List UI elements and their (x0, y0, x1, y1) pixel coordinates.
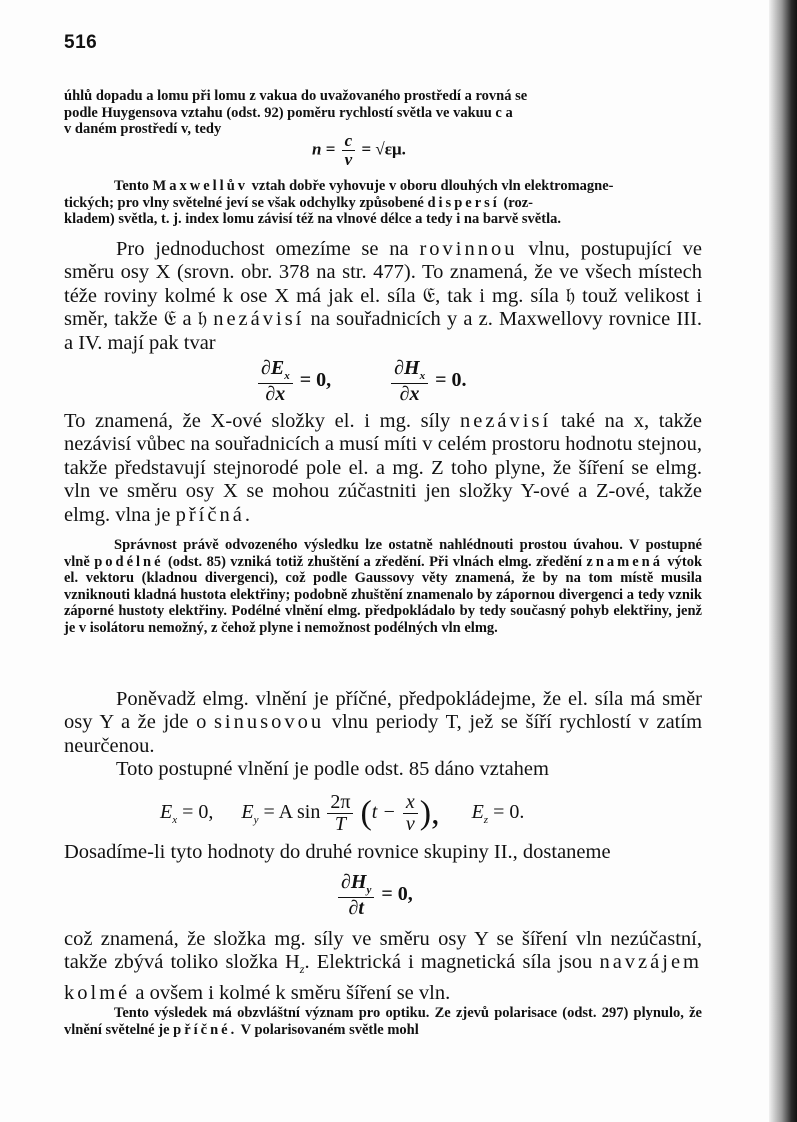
text-span: na souřadnicích y a z. Maxwellovy rovnice III. a IV. mají pak tvar (64, 308, 703, 354)
eq-symbol: = 0. (435, 368, 467, 391)
text-span: (odst. 85) vzniká totiž zhuštění a zředění. Při vlnách elmg. zředění (167, 553, 582, 570)
text-paragraph: Dosadíme-li tyto hodnoty do druhé rovnice skupiny II., dostaneme (64, 841, 611, 863)
text-span-spaced: nezávisí (213, 308, 305, 331)
text-paragraph (64, 537, 702, 636)
fraction-numerator (258, 358, 293, 384)
paragraph-sinusoidal-wave (64, 688, 702, 758)
eq-symbol: ∂E (261, 357, 285, 379)
text-line: kladem) světla, t. j. index lomu závisí též na vlnové délce a tedy i na barvě světla. (64, 211, 561, 227)
text-span: vlnu, postupující ve směru osy X (srovn. obr. 378 na str. 477). To znamená, že ve všech místech téže roviny kolmé k ose X má jak el. síla 𝔈, tak i mg. síla 𝔥 touž velikost i směr, takže 𝔈 a 𝔥 (64, 238, 703, 331)
fraction (327, 792, 353, 835)
fraction (338, 872, 374, 919)
fraction-numerator: x (403, 792, 418, 814)
text-line (64, 195, 702, 212)
eq-symbol: n (312, 139, 322, 159)
eq-subscript: y (253, 814, 259, 827)
eq-symbol: E (471, 801, 484, 824)
fraction-numerator: 2π (327, 792, 353, 814)
text-paragraph (64, 928, 702, 1005)
fraction-numerator (391, 358, 428, 384)
paragraph-longitudinal-note (64, 537, 702, 636)
text-paragraph (64, 688, 702, 758)
fraction-denominator: ∂t (348, 896, 364, 919)
fraction (342, 132, 356, 169)
eq-symbol: = 0, (182, 801, 214, 824)
text-span-spaced: znamená (586, 553, 663, 570)
eq-subscript: z (483, 814, 489, 827)
text-span-spaced: rovinnou (419, 238, 518, 260)
text-span-spaced: nezávisí (459, 410, 552, 432)
text-span: . Elektrická i magnetická síla jsou (304, 951, 593, 974)
text-line: v daném prostředí v, tedy (64, 121, 222, 137)
text-span: Správnost právě odvozeného výsledku lze ostatně nahlédnouti prostou úvahou. V postupné vlně (64, 537, 702, 570)
text-span: Tento (114, 178, 149, 194)
text-line (64, 178, 702, 195)
text-span-spaced: dispersí (427, 194, 500, 211)
fraction (403, 792, 418, 835)
eq-symbol: ∂H (341, 871, 367, 893)
paragraph-transverse-wave (64, 410, 702, 527)
eq-subscript: y (366, 884, 372, 896)
eq-symbol: ∂H (394, 357, 420, 379)
eq-symbol: = 0, (299, 368, 332, 391)
text-span: vlnu periody T, jež se šíří rychlostí v zatím neurčenou. (64, 711, 703, 757)
equation-refractive-index: n = $\frac{c}{v}$ = √εμ. (312, 131, 406, 169)
text-span-spaced: podélné (94, 553, 164, 570)
text-span-spaced: příčné. (173, 1021, 238, 1038)
eq-symbol: = 0. (493, 801, 525, 824)
equation-x-components (256, 358, 467, 405)
fraction-denominator: ∂x (399, 382, 420, 405)
fraction-numerator: c (342, 132, 356, 151)
eq-subscript: x (419, 370, 426, 382)
equation-hy-time (336, 872, 413, 919)
fraction-denominator: v (344, 149, 353, 169)
eq-subscript: x (284, 370, 290, 382)
paragraph-substitute (64, 841, 702, 864)
eq-subscript: x (172, 814, 178, 827)
fraction-denominator: v (405, 813, 415, 835)
text-span: výtok el. vektoru (kladnou divergenci), což podle Gaussovy věty znamená, že by na tom místě musila vzniknouti kladná hustota elektřiny; podobně zhuštění znamenalo by zápornou divergenci a tedy vznik záporné hustoty elektřiny. Podélné vlnění elmg. předpokládalo by tedy současný pohyb elektřiny, jenž je v isolátoru nemožný, z čehož plyne i nemožnost podélných vln elmg. (64, 553, 703, 636)
eq-symbol: t − (371, 801, 396, 824)
text-span-spaced: sinusovou (213, 711, 325, 734)
eq-symbol: √εμ. (375, 139, 406, 159)
text-span: Tento výsledek má obzvláštní význam pro optiku. Ze zjevů polarisace (odst. 297) plynulo, že vlnění světelné je (64, 1005, 702, 1038)
text-span: (roz- (503, 194, 533, 211)
book-spine-shadow (769, 0, 797, 1122)
eq-symbol: = 0, (381, 882, 413, 905)
text-span-spaced: příčná. (175, 503, 253, 526)
page-number: 516 (64, 32, 98, 53)
text-paragraph (64, 238, 702, 355)
fraction-denominator: ∂x (265, 382, 286, 405)
fraction (391, 358, 428, 405)
text-span: To znamená, že X-ové složky el. i mg. síly (64, 410, 451, 432)
text-span: vztah dobře vyhovuje v oboru dlouhých vln elektromagne- (251, 178, 614, 194)
fraction-numerator (338, 872, 374, 898)
eq-symbol: E (241, 801, 254, 824)
text-line: podle Huygensova vztahu (odst. 92) poměru rychlostí světla ve vakuu c a (64, 104, 513, 121)
text-span: Poněvadž elmg. vlnění je příčné, předpokládejme, že el. síla má směr osy Y a že jde o (64, 688, 702, 734)
fraction (258, 358, 293, 405)
eq-symbol: E (160, 801, 173, 824)
text-span: Pro jednoduchost omezíme se na (116, 238, 409, 260)
text-span: a ovšem i kolmé k směru šíření se vln. (135, 981, 451, 1004)
paragraph-mutually-perpendicular (64, 928, 702, 1005)
text-span: také na x, takže nezávisí vůbec na souřadnicích a musí míti v celém prostoru hodnotu stejnou, takže představují stejnorodé pole el. a mg. Z toho plyne, že šíření se elmg. vln ve směru osy X se mohou zúčastniti jen složky Y-ové a Z-ové, takže elmg. vlna je (64, 410, 703, 526)
text-span: což znamená, že složka mg. síly ve směru osy Y se šíření vln nezúčastní, takže zbývá toliko složka H (64, 928, 702, 974)
text-span-spaced: Maxwellův (152, 178, 249, 194)
text-paragraph (64, 410, 702, 527)
paren: ), (419, 794, 440, 832)
text-line: úhlů dopadu a lomu při lomu z vakua do uvažovaného prostředí a rovná se (64, 88, 528, 104)
text-paragraph (64, 1005, 702, 1038)
text-span-spaced: navzájem kolmé (64, 951, 702, 1004)
eq-symbol: = A sin (263, 801, 321, 824)
paren: ( (360, 794, 372, 832)
paragraph-maxwell-relation (64, 178, 702, 228)
text-paragraph: Toto postupné vlnění je podle odst. 85 dáno vztahem (116, 758, 549, 780)
text-span: tických; pro vlny světelné jeví se však odchylky způsobené (64, 194, 424, 211)
eq-subscript: z (299, 962, 305, 977)
equation-wave-components (160, 792, 524, 835)
fraction-denominator: T (334, 813, 346, 835)
paragraph-plane-wave (64, 238, 702, 355)
text-span: V polarisovaném světle mohl (240, 1021, 419, 1038)
paragraph-intro (64, 88, 702, 138)
paragraph-wave-relation (64, 758, 702, 781)
paragraph-optics-note (64, 1005, 702, 1038)
